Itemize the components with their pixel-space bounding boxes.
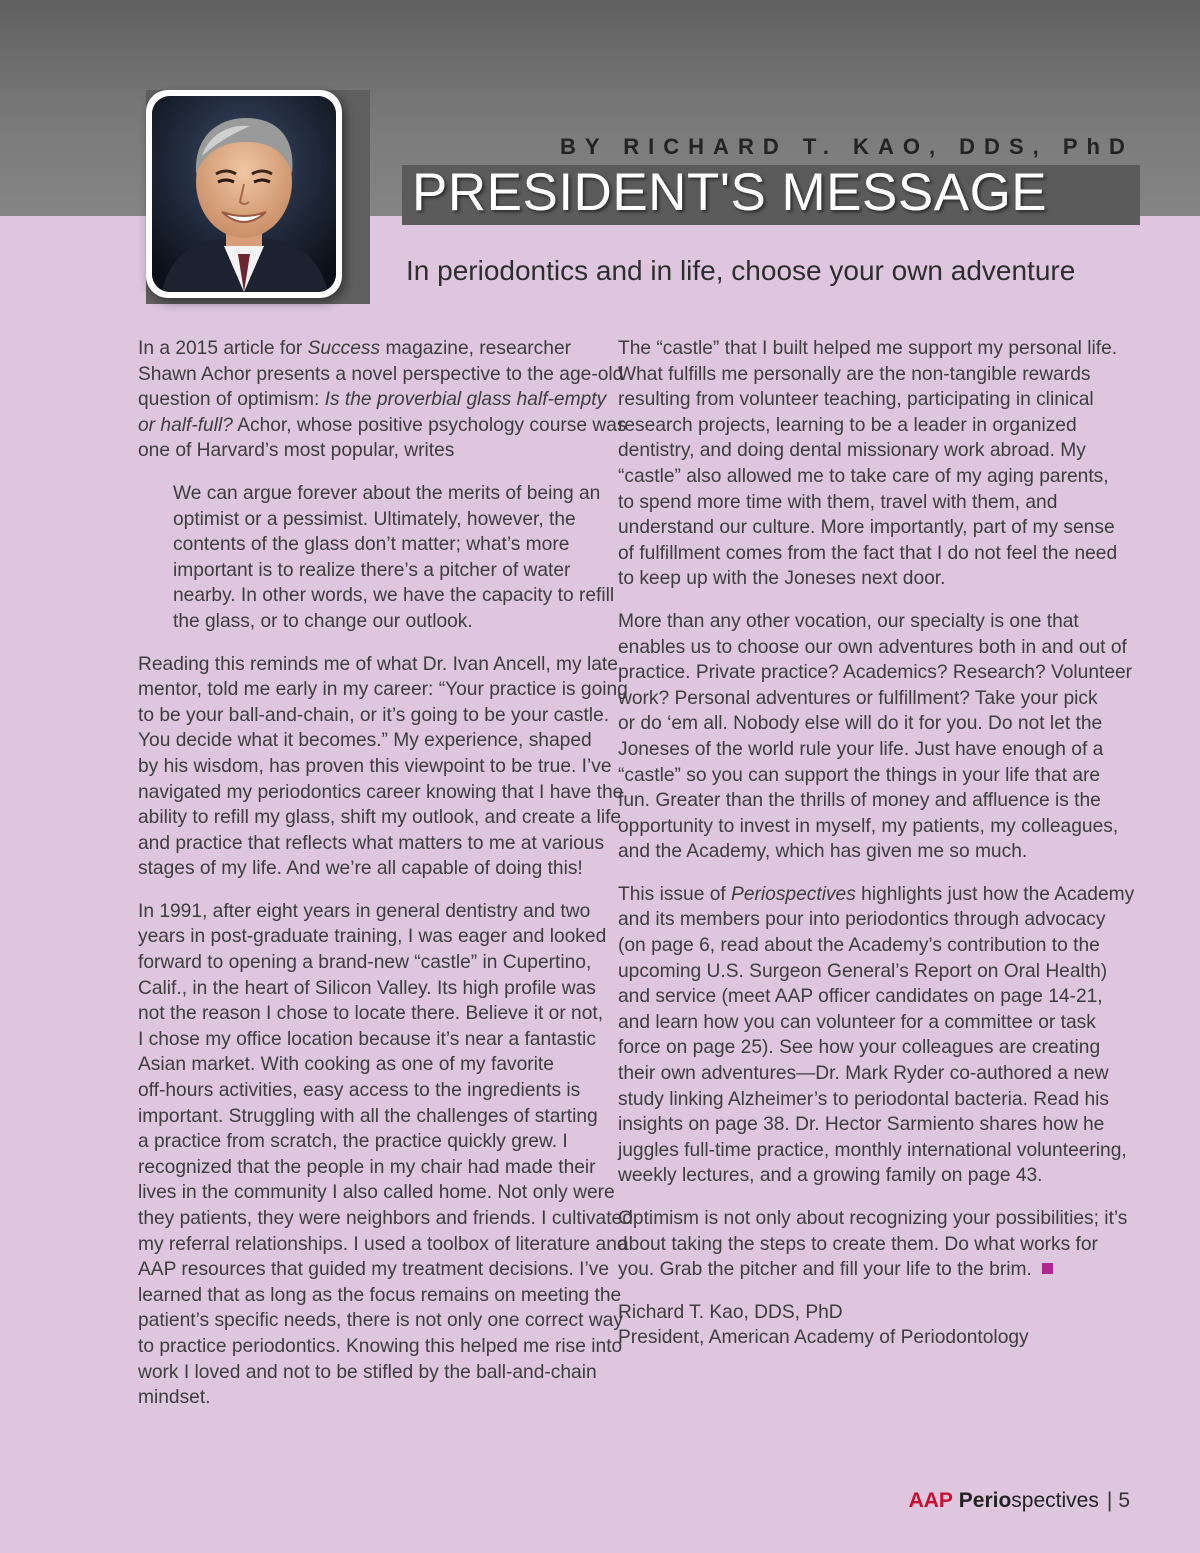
text-line: upcoming U.S. Surgeon General’s Report on Oral Health): [618, 960, 1108, 982]
text-line: of fulfillment comes from the fact that I do not feel the need: [618, 542, 1118, 564]
end-mark-icon: [1042, 1263, 1053, 1274]
footer-separator: |: [1106, 1489, 1113, 1512]
paragraph-mentor: [138, 652, 628, 882]
text-line: to keep up with the Joneses next door.: [618, 568, 946, 590]
text-line: mentor, told me early in my career: “Your practice is going: [138, 679, 628, 701]
text-line: practice. Private practice? Academics? Research? Volunteer: [618, 662, 1133, 684]
paragraph-castle: [618, 336, 1118, 592]
quote-line: nearby. In other words, we have the capacity to refill: [173, 585, 615, 607]
text-line: dentistry, and doing dental missionary work abroad. My: [618, 440, 1086, 462]
text-line: Reading this reminds me of what Dr. Ivan Ancell, my late: [138, 653, 618, 675]
text-line: Optimism is not only about recognizing your possibilities; it’s: [618, 1208, 1128, 1229]
text-line: weekly lectures, and a growing family on page 43.: [618, 1165, 1043, 1187]
author-portrait-icon: [152, 96, 336, 292]
text-line: and learn how you can volunteer for a committee or task: [618, 1011, 1096, 1033]
text-line: Calif., in the heart of Silicon Valley. Its high profile was: [138, 977, 596, 999]
paragraph-intro: [138, 336, 627, 464]
text-line: I chose my office location because it’s near a fantastic: [138, 1028, 596, 1050]
quote-line: contents of the glass don’t matter; what’s more: [173, 534, 570, 556]
text-line: and its members pour into periodontics through advocacy: [618, 909, 1106, 931]
publication-title: Periospectives: [731, 883, 856, 905]
quote-line: important is to realize there’s a pitcher of water: [173, 559, 571, 581]
text-span: This issue of: [618, 883, 732, 905]
text-line: they patients, they were neighbors and friends. I cultivated: [138, 1208, 633, 1229]
text-line: and the Academy, which has given me so much.: [618, 841, 1028, 863]
text-line: you. Grab the pitcher and fill your life to the brim.: [618, 1259, 1032, 1281]
text-line: research projects, learning to be a leader in organized: [618, 414, 1077, 436]
text-line: enables us to choose our own adventures both in and out of: [618, 636, 1127, 658]
quote-line: optimist or a pessimist. Ultimately, however, the: [173, 508, 576, 530]
paragraph-issue: [618, 882, 1135, 1189]
signature-name: Richard T. Kao, DDS, PhD: [618, 1301, 843, 1323]
text-line: fun. Greater than the thrills of money and affluence is the: [618, 790, 1101, 812]
text-line: not the reason I chose to locate there. Believe it or not,: [138, 1003, 604, 1025]
quote-line: the glass, or to change our outlook.: [173, 610, 473, 632]
text-line: their own adventures—Dr. Mark Ryder co-authored a new: [618, 1063, 1109, 1085]
text-line: mindset.: [138, 1387, 211, 1409]
text-span: magazine, researcher: [380, 338, 572, 359]
text-line: juggles full-time practice, monthly international volunteering,: [618, 1139, 1127, 1161]
brand-spectives: spectives: [1011, 1489, 1099, 1512]
text-span: Shawn Achor presents a novel perspective to the age-old: [138, 363, 624, 385]
text-line: forward to opening a brand-new “castle” in Cupertino,: [138, 952, 592, 974]
text-line: and service (meet AAP officer candidates on page 14-21,: [618, 986, 1103, 1008]
text-line: recognized that the people in my chair had made their: [138, 1156, 596, 1178]
magazine-title: Success: [307, 338, 381, 359]
text-line: Joneses of the world rule your life. Just have enough of a: [618, 738, 1104, 760]
question-italic: Is the proverbial glass half-empty: [324, 389, 607, 411]
text-line: study linking Alzheimer’s to periodontal bacteria. Read his: [618, 1088, 1109, 1110]
text-line: Asian market. With cooking as one of my favorite: [138, 1054, 554, 1076]
text-line: work I loved and not to be stifled by the ball-and-chain: [138, 1361, 597, 1383]
text-line: work? Personal adventures or fulfillment? Take your pick: [618, 687, 1098, 709]
block-quote: [138, 481, 615, 635]
text-line: ability to refill my glass, shift my outlook, and create a life: [138, 807, 622, 829]
page-title: PRESIDENT'S MESSAGE: [412, 163, 1048, 222]
left-column: [138, 336, 633, 1428]
text-line: or do ‘em all. Nobody else will do it for you. Do not let the: [618, 713, 1103, 735]
text-line: to be your ball-and-chain, or it’s going to be your castle.: [138, 704, 610, 726]
text-line: In 1991, after eight years in general dentistry and two: [138, 900, 591, 922]
text-line: “castle” so you can support the things in your life that are: [618, 764, 1101, 786]
text-line: my referral relationships. I used a toolbox of literature and: [138, 1233, 628, 1255]
byline: BY RICHARD T. KAO, DDS, PhD: [560, 134, 1134, 159]
text-line: understand our culture. More importantly, part of my sense: [618, 517, 1115, 539]
quote-line: We can argue forever about the merits of being an: [173, 482, 601, 504]
text-line: to spend more time with them, travel with them, and: [618, 491, 1058, 513]
brand-aap: AAP: [908, 1489, 953, 1512]
paragraph-vocation: [618, 609, 1133, 865]
subtitle: In periodontics and in life, choose your own adventure: [406, 255, 1076, 286]
author-photo-frame: [146, 90, 342, 298]
text-line: (on page 6, read about the Academy’s contribution to the: [618, 935, 1100, 957]
text-span: highlights just how the Academy: [855, 883, 1135, 905]
page-number: 5: [1118, 1489, 1130, 1512]
text-line: learned that as long as the focus remains on meeting the: [138, 1284, 622, 1306]
text-line: patient’s specific needs, there is not only one correct way: [138, 1310, 623, 1332]
text-line: by his wisdom, has proven this viewpoint to be true. I’ve: [138, 755, 612, 777]
right-column: [618, 336, 1135, 1351]
text-span: one of Harvard’s most popular, writes: [138, 440, 455, 462]
text-line: You decide what it becomes.” My experience, shaped: [138, 730, 592, 752]
text-line: navigated my periodontics career knowing that I have the: [138, 781, 624, 803]
text-line: What fulfills me personally are the non-tangible rewards: [618, 363, 1091, 385]
text-line: stages of my life. And we’re all capable of doing this!: [138, 858, 583, 880]
text-line: about taking the steps to create them. Do what works for: [618, 1233, 1098, 1255]
text-line: insights on page 38. Dr. Hector Sarmiento shares how he: [618, 1114, 1105, 1136]
signature: [618, 1300, 1088, 1351]
signature-title: President, American Academy of Periodontology: [618, 1327, 1029, 1349]
text-line: More than any other vocation, our specialty is one that: [618, 610, 1079, 632]
text-line: important. Struggling with all the challenges of starting: [138, 1105, 598, 1127]
page-footer: [909, 1489, 1130, 1513]
text-line: The “castle” that I built helped me support my personal life.: [618, 338, 1118, 359]
text-line: resulting from volunteer teaching, participating in clinical: [618, 389, 1094, 411]
question-italic: or half-full?: [138, 414, 233, 436]
text-span: In a 2015 article for: [138, 338, 308, 359]
paragraph-practice: [138, 899, 633, 1411]
text-line: AAP resources that guided my treatment decisions. I’ve: [138, 1259, 610, 1281]
text-line: to practice periodontics. Knowing this helped me rise into: [138, 1335, 623, 1357]
text-span: question of optimism:: [138, 389, 325, 411]
text-line: opportunity to invest in myself, my patients, my colleagues,: [618, 815, 1119, 837]
text-line: lives in the community I also called home. Not only were: [138, 1182, 615, 1204]
paragraph-closing: [618, 1206, 1128, 1283]
text-line: years in post-graduate training, I was eager and looked: [138, 926, 607, 948]
text-span: Achor, whose positive psychology course was: [232, 414, 627, 436]
brand-perio: Perio: [958, 1489, 1012, 1512]
text-line: off-hours activities, easy access to the ingredients is: [138, 1080, 581, 1102]
text-line: and practice that reflects what matters to me at various: [138, 832, 605, 854]
text-line: a practice from scratch, the practice quickly grew. I: [138, 1131, 568, 1153]
text-line: force on page 25). See how your colleagues are creating: [618, 1037, 1101, 1059]
text-line: “castle” also allowed me to take care of my aging parents,: [618, 465, 1109, 487]
